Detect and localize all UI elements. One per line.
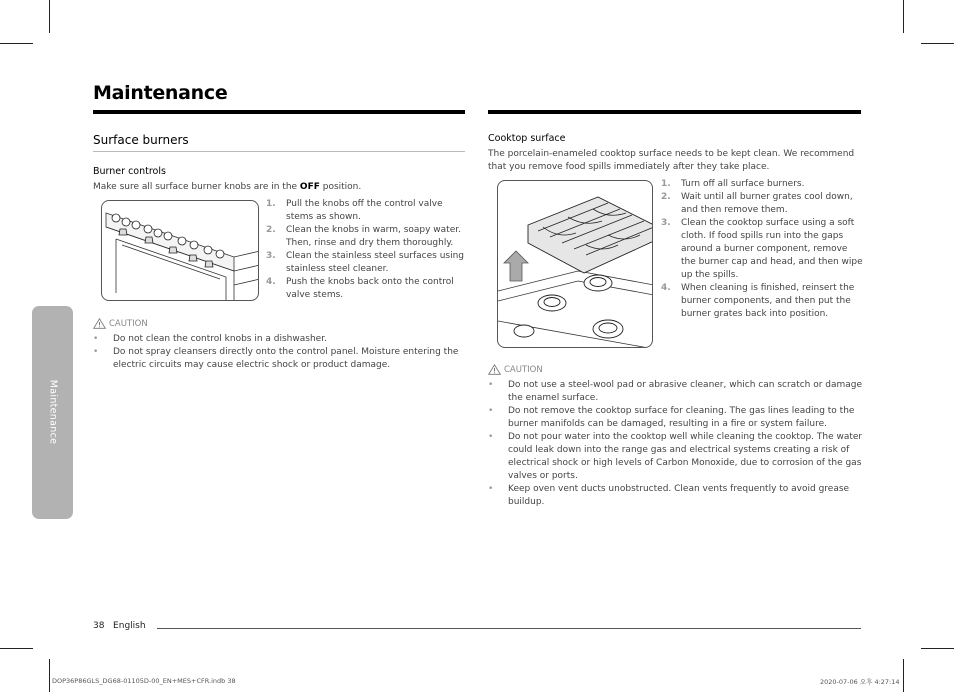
caution-item — [93, 346, 468, 372]
step-text: around a burner component, remove — [681, 244, 848, 254]
crop-mark — [921, 648, 954, 649]
caution-text: Do not spray cleansers directly onto the control panel. Moisture entering the — [113, 347, 459, 357]
caution-list-left — [93, 333, 468, 372]
crop-mark — [903, 0, 904, 33]
footer-rule — [157, 628, 861, 629]
cooktop-steps — [661, 178, 866, 321]
caution-list-right — [488, 379, 873, 509]
step-text: Turn off all surface burners. — [681, 179, 805, 189]
step-number: 3. — [661, 218, 671, 228]
step-text: Clean the stainless steel surfaces using — [286, 251, 465, 261]
section-title: Surface burners — [93, 133, 189, 147]
page-title: Maintenance — [93, 82, 228, 104]
title-rule-right — [488, 110, 861, 114]
caution-item — [488, 405, 873, 431]
step-text: Clean the cooktop surface using a soft — [681, 218, 855, 228]
step-text: cloth. If food spills run into the gaps — [681, 231, 844, 241]
step-text: Clean the knobs in warm, soapy water. — [286, 225, 461, 235]
step-text: Push the knobs back onto the control — [286, 277, 454, 287]
step-number: 4. — [266, 277, 276, 287]
warning-triangle-icon — [488, 364, 501, 375]
caution-text: could leak down into the range gas and electrical systems creating a risk of — [508, 445, 850, 455]
step-number: 3. — [266, 251, 276, 261]
step-number: 2. — [661, 192, 671, 202]
step-item — [266, 224, 466, 250]
caution-text: the enamel surface. — [508, 393, 599, 403]
intro-text-end: position. — [319, 182, 362, 192]
step-text: Pull the knobs off the control valve — [286, 199, 443, 209]
caution-text: buildup. — [508, 497, 545, 507]
intro-text: The porcelain-enameled cooktop surface needs to be kept clean. We recommend — [488, 149, 855, 159]
burner-controls-steps — [266, 198, 466, 302]
page-number: 38 — [93, 621, 105, 631]
caution-item — [488, 431, 873, 483]
cooktop-intro — [488, 148, 860, 174]
caution-heading-right — [488, 364, 543, 375]
warning-triangle-icon — [93, 318, 106, 329]
subsection-title-burner-controls: Burner controls — [93, 166, 166, 177]
print-slug-date: 2020-07-06 오후 4:27:14 — [820, 678, 900, 686]
step-item — [661, 282, 866, 321]
crop-mark — [0, 43, 33, 44]
crop-mark — [49, 659, 50, 692]
section-rule — [93, 151, 465, 152]
step-item — [266, 250, 466, 276]
step-text: stems as shown. — [286, 212, 361, 222]
caution-heading-left — [93, 318, 148, 329]
caution-label: CAUTION — [109, 318, 148, 329]
step-number: 1. — [661, 179, 671, 189]
caution-text: Keep oven vent ducts unobstructed. Clean vents frequently to avoid grease — [508, 484, 850, 494]
caution-text: valves or ports. — [508, 471, 578, 481]
cooktop-drawing — [498, 181, 653, 348]
intro-text: Make sure all surface burner knobs are in the — [93, 182, 300, 192]
step-number: 1. — [266, 199, 276, 209]
caution-item — [488, 379, 873, 405]
step-text: When cleaning is finished, reinsert the — [681, 283, 855, 293]
caution-text: burner manifolds can be damaged, resulting in a fire or system failure. — [508, 419, 828, 429]
step-text: Wait until all burner grates cool down, — [681, 192, 853, 202]
print-slug-file: DOP36P86GLS_DG68-01105D-00_EN+MES+CFR.indb 38 — [52, 677, 236, 685]
burner-controls-intro — [93, 181, 361, 194]
knobs-drawing — [102, 201, 259, 301]
step-number: 2. — [266, 225, 276, 235]
title-rule-left — [93, 110, 465, 114]
step-item — [661, 178, 866, 191]
crop-mark — [0, 648, 33, 649]
caution-text: Do not clean the control knobs in a dishwasher. — [113, 334, 327, 344]
intro-text: that you remove food spills immediately after they take place. — [488, 162, 770, 172]
step-text: valve stems. — [286, 290, 344, 300]
step-item — [266, 198, 466, 224]
cooktop-illustration — [497, 180, 653, 348]
step-text: and then remove them. — [681, 205, 788, 215]
caution-item — [93, 333, 468, 346]
caution-label: CAUTION — [504, 364, 543, 375]
caution-text: Do not pour water into the cooktop well while cleaning the cooktop. The water — [508, 432, 863, 442]
step-text: burner components, and then put the — [681, 296, 851, 306]
footer-language: English — [113, 621, 146, 631]
caution-text: electrical shock or high levels of Carbon Monoxide, due to corrosion of the gas — [508, 458, 862, 468]
caution-text: Do not remove the cooktop surface for cleaning. The gas lines leading to the — [508, 406, 855, 416]
side-tab-label: Maintenance — [47, 379, 59, 445]
step-item — [661, 191, 866, 217]
step-item — [266, 276, 466, 302]
step-text: up the spills. — [681, 270, 739, 280]
caution-text: Do not use a steel-wool pad or abrasive cleaner, which can scratch or damage — [508, 380, 863, 390]
page-footer — [93, 621, 146, 631]
step-text: stainless steel cleaner. — [286, 264, 389, 274]
knobs-illustration — [101, 200, 259, 301]
intro-bold: OFF — [299, 182, 320, 192]
step-item — [661, 217, 866, 282]
step-text: Then, rinse and dry them thoroughly. — [286, 238, 454, 248]
subsection-title-cooktop-surface: Cooktop surface — [488, 133, 566, 144]
caution-text: electric circuits may cause electric shock or product damage. — [113, 360, 391, 370]
crop-mark — [921, 43, 954, 44]
step-number: 4. — [661, 283, 671, 293]
crop-mark — [903, 659, 904, 692]
crop-mark — [49, 0, 50, 33]
step-text: burner grates back into position. — [681, 309, 829, 319]
caution-item — [488, 483, 873, 509]
step-text: the burner cap and head, and then wipe — [681, 257, 863, 267]
